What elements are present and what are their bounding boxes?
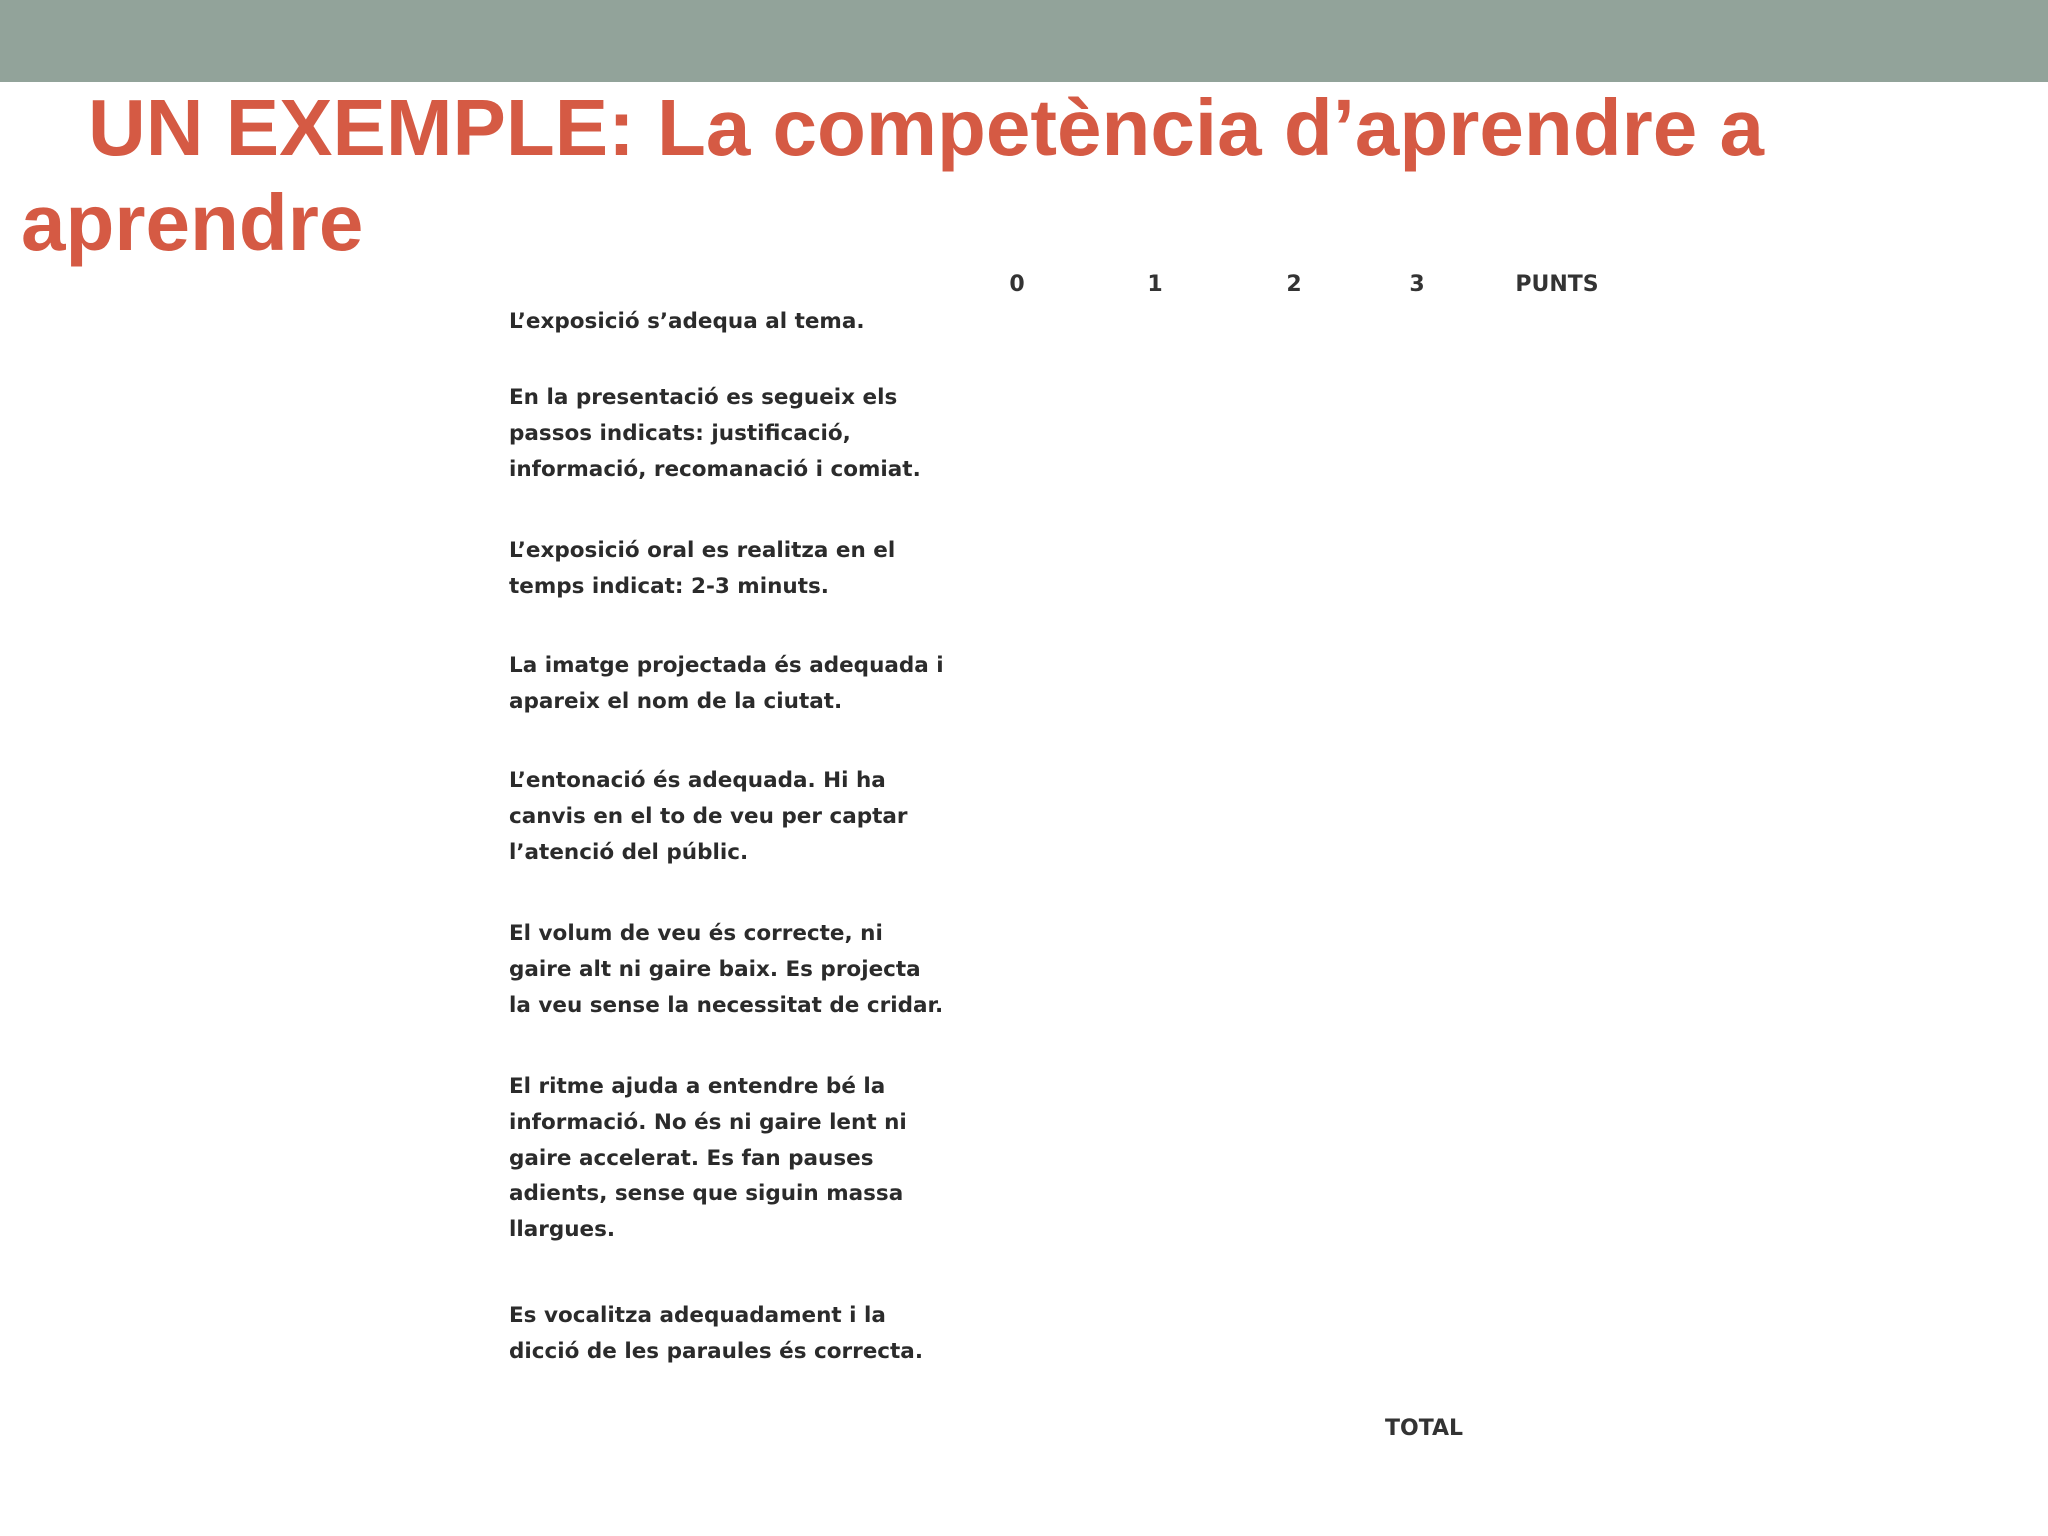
slide-title-line-2: aprendre	[21, 178, 364, 267]
total-label: TOTAL	[1385, 1416, 1464, 1441]
score-column-2-header: 2	[1286, 272, 1302, 297]
criterion-topic-adequacy: L’exposició s’adequa al tema.	[509, 309, 865, 334]
points-column-header: PUNTS	[1515, 272, 1599, 297]
criterion-time-limit: L’exposició oral es realitza en el temps indicat: 2-3 minuts.	[509, 538, 896, 599]
criterion-intonation: L’entonació és adequada. Hi ha canvis en el to de veu per captar l’atenció del públic.	[509, 768, 908, 865]
criterion-presentation-steps: En la presentació es segueix els passos indicats: justificació, informació, recomanació i comiat.	[509, 385, 921, 482]
score-column-0-header: 0	[1009, 272, 1025, 297]
criterion-rhythm: El ritme ajuda a entendre bé la informació. No és ni gaire lent ni gaire accelerat. Es fan pauses adients, sense que siguin massa llargues.	[509, 1074, 907, 1243]
header-band	[0, 0, 2048, 82]
score-column-1-header: 1	[1147, 272, 1163, 297]
criterion-projected-image: La imatge projectada és adequada i apareix el nom de la ciutat.	[509, 653, 944, 714]
criterion-voice-volume: El volum de veu és correcte, ni gaire alt ni gaire baix. Es projecta la veu sense la necessitat de cridar.	[509, 921, 944, 1018]
score-column-3-header: 3	[1409, 272, 1425, 297]
slide-title-line-1: UN EXEMPLE: La competència d’aprendre a	[88, 83, 1764, 172]
criterion-diction: Es vocalitza adequadament i la dicció de les paraules és correcta.	[509, 1303, 923, 1364]
